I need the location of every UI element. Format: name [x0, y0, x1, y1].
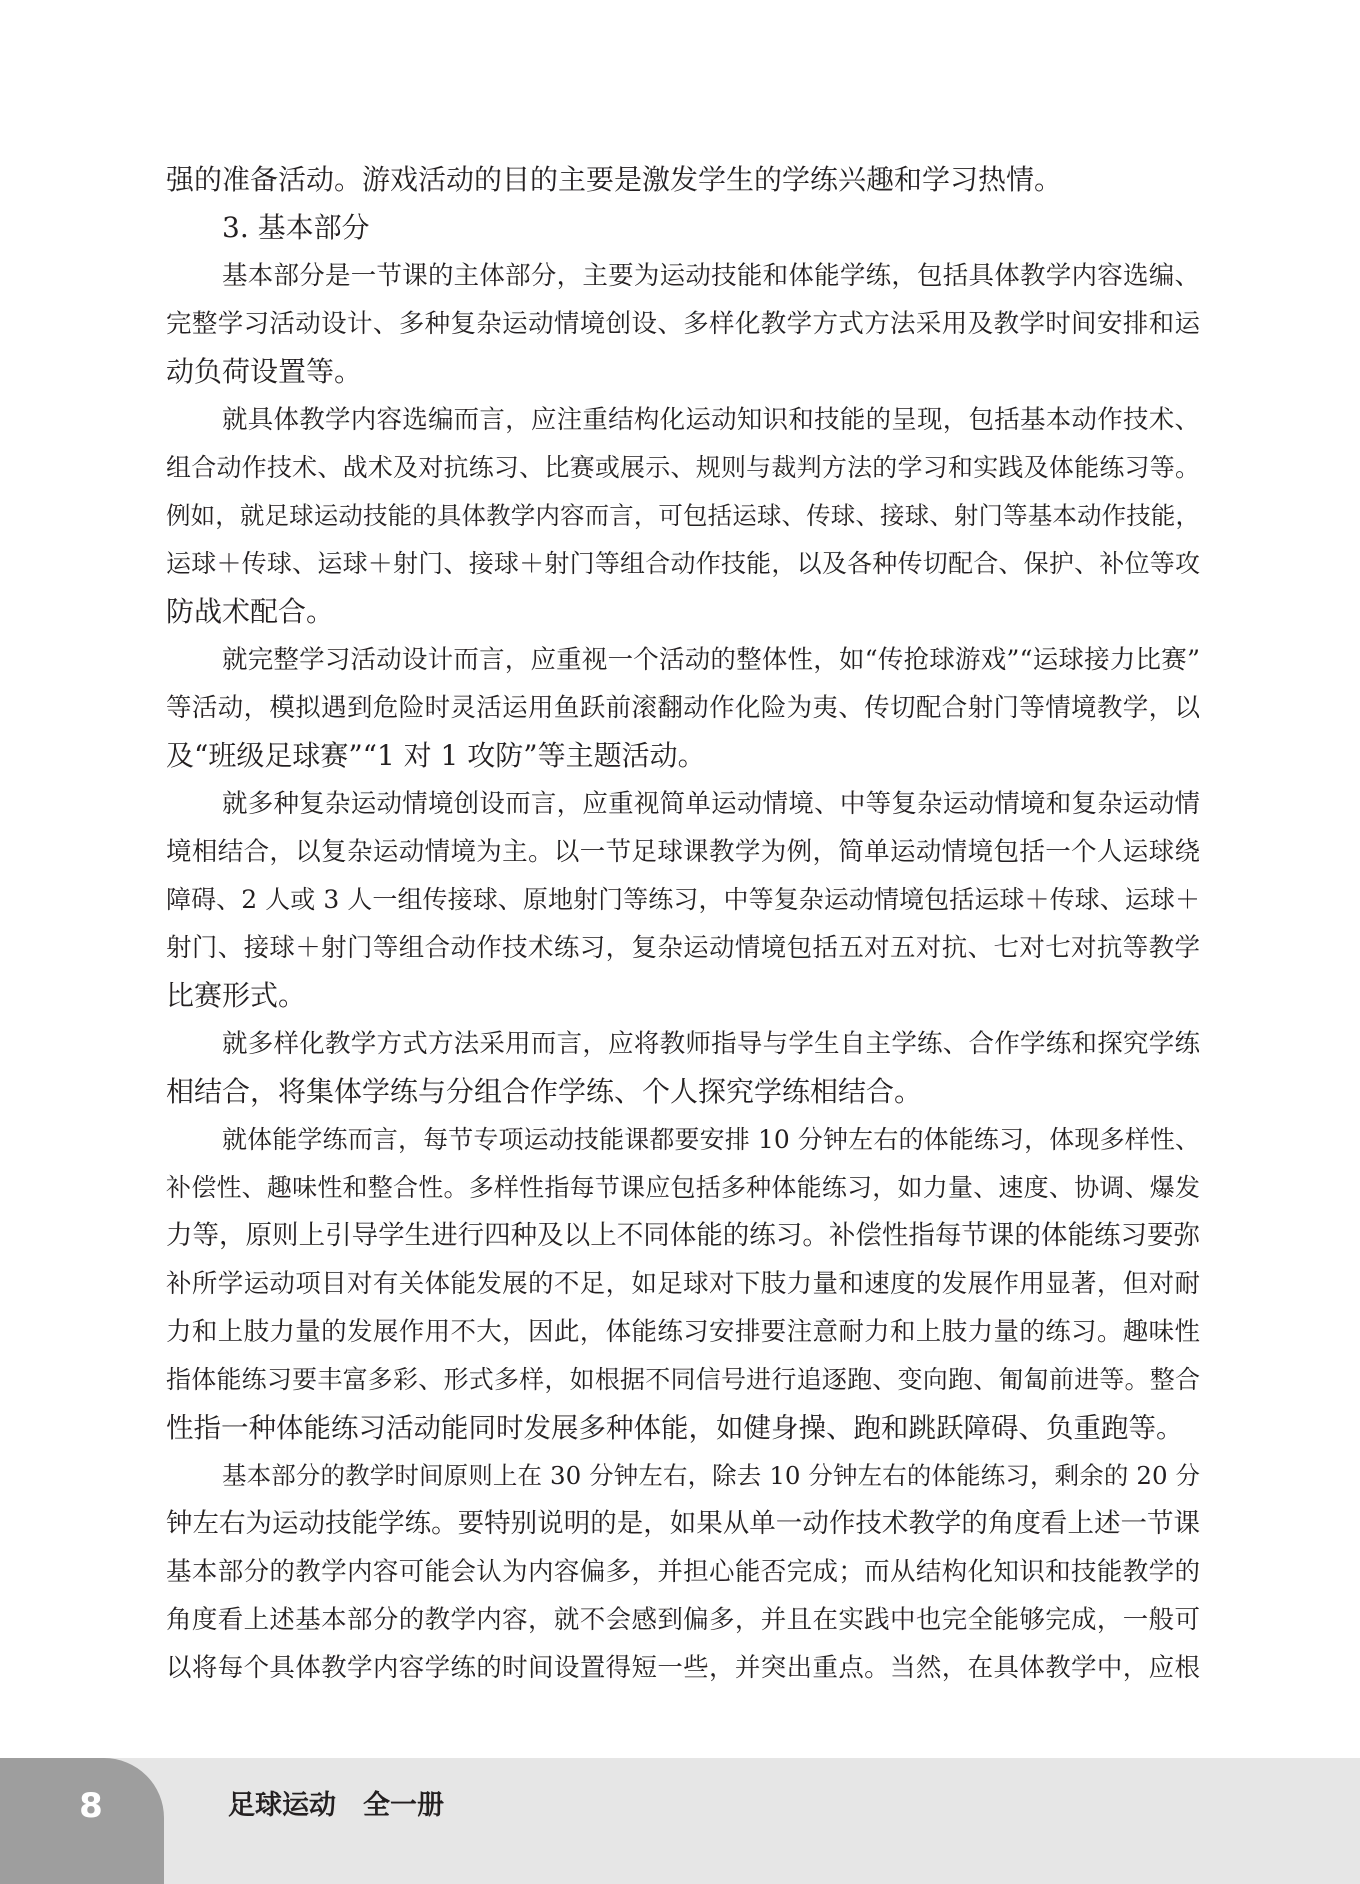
- text-line: 以将每个具体教学内容学练的时间设置得短一些，并突出重点。当然，在具体教学中，应根: [166, 1653, 1200, 1683]
- text-line: 组合动作技术、战术及对抗练习、比赛或展示、规则与裁判方法的学习和实践及体能练习等。: [166, 453, 1200, 482]
- text-line: 就多样化教学方式方法采用而言，应将教师指导与学生自主学练、合作学练和探究学练: [222, 1029, 1200, 1059]
- text-line: 3. 基本部分: [222, 211, 370, 244]
- text-line: 基本部分的教学内容可能会认为内容偏多，并担心能否完成；而从结构化知识和技能教学的: [166, 1557, 1200, 1587]
- text-line: 补所学运动项目对有关体能发展的不足，如足球对下肢力量和速度的发展作用显著，但对耐: [166, 1269, 1200, 1299]
- text-line: 及“班级足球赛”“1 对 1 攻防”等主题活动。: [166, 739, 706, 772]
- text-line: 完整学习活动设计、多种复杂运动情境创设、多样化教学方式方法采用及教学时间安排和运: [166, 309, 1200, 339]
- book-title: 足球运动 全一册: [228, 1790, 444, 1821]
- text-line: 钟左右为运动技能学练。要特别说明的是，如果从单一动作技术教学的角度看上述一节课: [166, 1508, 1200, 1539]
- text-line: 基本部分的教学时间原则上在 30 分钟左右，除去 10 分钟左右的体能练习，剩余的 20 分: [222, 1461, 1200, 1490]
- text-line: 补偿性、趣味性和整合性。多样性指每节课应包括多种体能练习，如力量、速度、协调、爆发: [166, 1173, 1200, 1202]
- text-line: 相结合，将集体学练与分组合作学练、个人探究学练相结合。: [166, 1075, 923, 1108]
- body-text: [166, 156, 1200, 1692]
- text-line: 动负荷设置等。: [166, 355, 363, 388]
- text-line: 性指一种体能练习活动能同时发展多种体能，如健身操、跑和跳跃障碍、负重跑等。: [166, 1412, 1184, 1444]
- text-line: 防战术配合。: [166, 595, 335, 628]
- text-line: 力和上肢力量的发展作用不大，因此，体能练习安排要注意耐力和上肢力量的练习。趣味性: [166, 1317, 1200, 1347]
- text-line: 指体能练习要丰富多彩、形式多样，如根据不同信号进行追逐跑、变向跑、匍匐前进等。整合: [166, 1365, 1200, 1394]
- text-line: 就完整学习活动设计而言，应重视一个活动的整体性，如“传抢球游戏”“运球接力比赛”: [222, 645, 1200, 675]
- text-line: 力等，原则上引导学生进行四种及以上不同体能的练习。补偿性指每节课的体能练习要弥: [166, 1220, 1200, 1251]
- text-line: 就体能学练而言，每节专项运动技能课都要安排 10 分钟左右的体能练习，体现多样性、: [222, 1125, 1200, 1154]
- text-line: 比赛形式。: [166, 979, 307, 1012]
- text-line: 基本部分是一节课的主体部分，主要为运动技能和体能学练，包括具体教学内容选编、: [222, 261, 1200, 291]
- text-line: 强的准备活动。游戏活动的目的主要是激发学生的学练兴趣和学习热情。: [166, 163, 1063, 196]
- text-line: 角度看上述基本部分的教学内容，就不会感到偏多，并且在实践中也完全能够完成，一般可: [166, 1605, 1200, 1635]
- text-line: 等活动，模拟遇到危险时灵活运用鱼跃前滚翻动作化险为夷、传切配合射门等情境教学，以: [166, 693, 1200, 723]
- text-line: 例如，就足球运动技能的具体教学内容而言，可包括运球、传球、接球、射门等基本动作技能，: [166, 501, 1200, 530]
- text-line: 就具体教学内容选编而言，应注重结构化运动知识和技能的呈现，包括基本动作技术、: [222, 405, 1200, 435]
- text-line: 射门、接球＋射门等组合动作技术练习，复杂运动情境包括五对五对抗、七对七对抗等教学: [166, 933, 1200, 963]
- page-number: 8: [79, 1786, 103, 1826]
- text-line: 就多种复杂运动情境创设而言，应重视简单运动情境、中等复杂运动情境和复杂运动情: [222, 789, 1200, 819]
- page-footer: [0, 1758, 1360, 1884]
- text-line: 境相结合，以复杂运动情境为主。以一节足球课教学为例，简单运动情境包括一个人运球绕: [166, 837, 1200, 867]
- text-line: 障碍、2 人或 3 人一组传接球、原地射门等练习，中等复杂运动情境包括运球＋传球、运球＋: [166, 885, 1200, 914]
- text-line: 运球＋传球、运球＋射门、接球＋射门等组合动作技能，以及各种传切配合、保护、补位等攻: [166, 549, 1200, 578]
